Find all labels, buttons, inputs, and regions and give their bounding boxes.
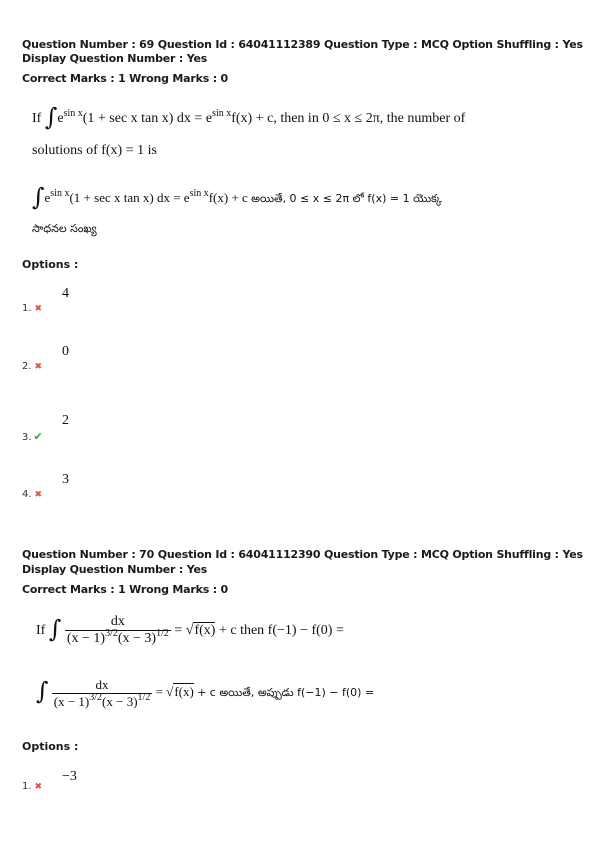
q69-telugu-line2: సాధనల సంఖ్య	[32, 222, 97, 235]
option-number: 1.	[22, 303, 32, 314]
q70-te-sqrt-arg: f(x)	[174, 684, 194, 699]
q69-options-label: Options :	[22, 258, 79, 271]
option-number: 4.	[22, 489, 32, 500]
q70-telugu-rest: + c అయితే, అప్పుడు f(−1) − f(0) =	[197, 686, 375, 699]
q70-header-line2: Display Question Number : Yes	[22, 563, 208, 576]
q69-english-line2: solutions of f(x) = 1 is	[32, 143, 157, 158]
wrong-mark-icon: ✖	[34, 490, 43, 500]
q70-header-line3: Correct Marks : 1 Wrong Marks : 0	[22, 583, 228, 596]
q70-options-label: Options :	[22, 740, 79, 753]
equals-sign: =	[174, 623, 183, 638]
option-value: 3	[62, 472, 69, 487]
q70-telugu-line: ∫ $\frac{dx}{(x - 1)^{3/2}(x - 3)^{1/2}}$ = √f(x) + c అయితే, అప్పుడు f(−1) − f(0) =	[36, 676, 375, 709]
option-value: −3	[62, 769, 77, 784]
wrong-mark-icon: ✖	[34, 304, 43, 314]
q69-header-line3: Correct Marks : 1 Wrong Marks : 0	[22, 72, 228, 85]
q69-telugu-line1: $\int e^{sin x}(1 + \sec x$ tan x) dx = $e^{sin x}f(x) + c$ అయితే, 0 ≤ x ≤ 2π లో f(x) = 1 యొక్క	[32, 183, 443, 211]
q69-te-condition: అయితే, 0 ≤ x ≤ 2π లో f(x) = 1 యొక్క	[251, 192, 443, 205]
q69-condition: , then in 0 ≤ x ≤ 2π, the number of	[273, 111, 466, 126]
q70-english-rest: + c then f(−1) − f(0) =	[218, 623, 344, 638]
option-value: 0	[62, 344, 69, 359]
option-number: 1.	[22, 781, 32, 792]
option-value: 2	[62, 413, 69, 428]
q70-fraction	[65, 614, 171, 647]
q69-header-line2: Display Question Number : Yes	[22, 52, 208, 65]
q69-rhs-exp: sin x	[212, 108, 232, 119]
q69-english-line1: If $\int e^{sin x}(1 + \sec x$ tan x) dx = $e^{sin x}f(x) + c$, then in 0 ≤ x ≤ 2π, the number of	[32, 103, 466, 131]
q69-integrand: (1 + sec x tan x) dx = e	[82, 111, 213, 126]
q69-header-line1: Question Number : 69 Question Id : 64041112389 Question Type : MCQ Option Shuffling : Yes	[22, 38, 583, 51]
q69-exp: sin x	[63, 108, 83, 119]
q70-denominator: $(x - 1)^{3/2}(x - 3)^{1/2}$	[66, 628, 169, 647]
q70-te-fraction	[52, 677, 153, 710]
option-number: 2.	[22, 361, 32, 372]
q70-header-line1: Question Number : 70 Question Id : 64041112390 Question Type : MCQ Option Shuffling : Yes	[22, 548, 583, 561]
integral-sign-icon: ∫	[32, 183, 45, 211]
q69-rhs: f(x) + c	[231, 111, 274, 126]
q70-sqrt-arg: f(x)	[194, 623, 216, 638]
q69-if: If	[32, 111, 42, 126]
q70-english-line: If ∫ $\frac{dx}{(x - 1)^{3/2}(x - 3)^{1/2}}$ = √f(x) + c then f(−1) − f(0) =	[36, 614, 344, 647]
q69-te-rhs-exp: sin x	[189, 188, 209, 199]
q70-numerator: dx	[110, 614, 125, 630]
q69-te-exp: sin x	[50, 188, 70, 199]
integral-sign-icon: ∫	[48, 615, 62, 643]
q70-te-numerator: dx	[95, 676, 109, 692]
wrong-mark-icon: ✖	[34, 782, 43, 792]
wrong-mark-icon: ✖	[34, 362, 43, 372]
q70-if: If	[36, 623, 46, 638]
equals-sign: =	[155, 684, 163, 699]
integral-sign-icon: ∫	[44, 103, 58, 131]
option-value: 4	[62, 286, 69, 301]
q69-te-integrand: (1 + sec x tan x) dx = e	[69, 190, 190, 205]
correct-check-icon: ✔	[33, 430, 43, 443]
q70-te-denominator: $(x - 1)^{3/2}(x - 3)^{1/2}$	[53, 691, 151, 709]
q69-te-rhs: f(x) + c	[208, 190, 248, 205]
option-number: 3.	[22, 432, 32, 443]
integral-sign-icon: ∫	[36, 677, 49, 705]
